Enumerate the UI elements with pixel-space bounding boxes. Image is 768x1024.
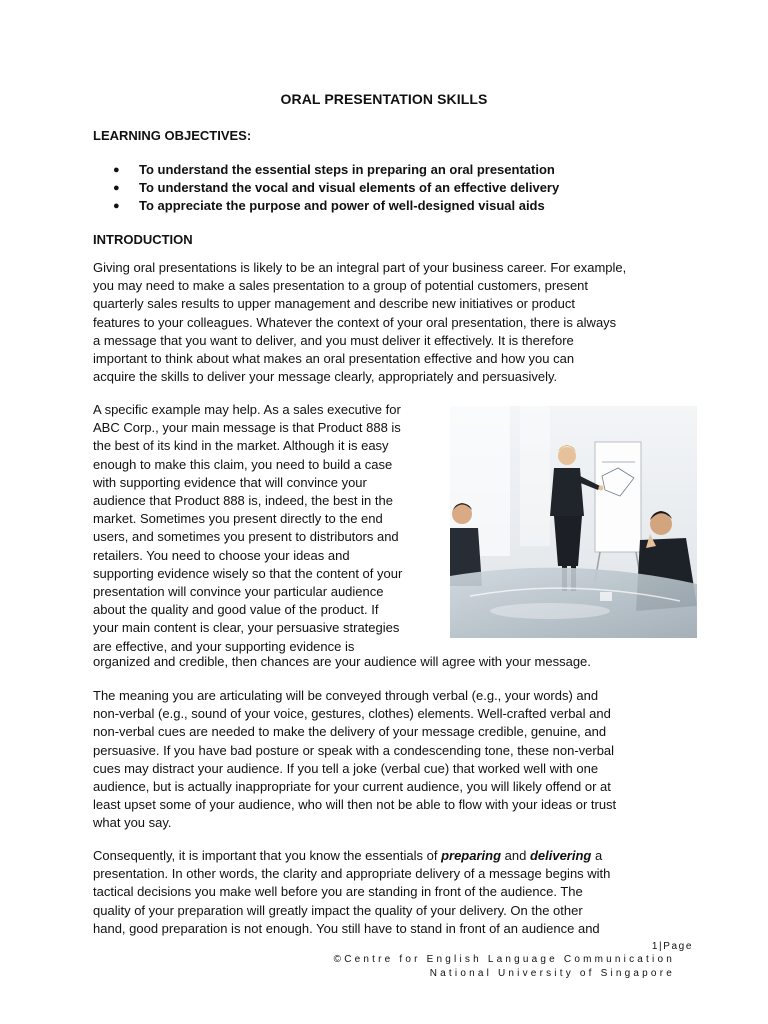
footer-copyright: ©Centre for English Language Communication	[333, 954, 675, 965]
presentation-photo	[450, 406, 697, 638]
objectives-list	[113, 161, 559, 215]
bullet-icon: ●	[113, 164, 120, 176]
paragraph-4: Consequently, it is important that you know the essentials of preparing and delivering a presentation. In other words, the clarity and appropriate delivery of a message begins with tactical decisions you make well before you are standing in front of the audience. The quality of your preparation will greatly impact the quality of your delivery. On the other hand, good preparation is not enough. You still have to stand in front of an audience and	[93, 848, 611, 936]
paragraph-1: Giving oral presentations is likely to be an integral part of your business career. For example, you may need to make a sales presentation to a group of potential customers, present quarterly sales results to upper management and describe new initiatives or product features to your colleagues. Whatever the context of your oral presentation, there is always a message that you want to deliver, and you must deliver it effectively. It is therefore important to think about what makes an oral presentation effective and how you can acquire the skills to deliver your message clearly, appropriately and persuasively.	[93, 260, 627, 385]
bullet-icon: ●	[113, 182, 120, 194]
learning-objectives-heading: LEARNING OBJECTIVES:	[93, 128, 252, 143]
list-item: ● To appreciate the purpose and power of well-designed visual aids	[113, 198, 545, 213]
page-number: 1|Page	[651, 941, 693, 952]
introduction-heading: INTRODUCTION	[93, 232, 193, 247]
paragraph-3: The meaning you are articulating will be conveyed through verbal (e.g., your words) and non-verbal (e.g., sound of your voice, gestures, clothes) elements. Well-crafted verbal and non-verbal cues are needed to make the delivery of your message credible, genuine, and persuasive. If you have bad posture or speak with a condescending tone, these non-verbal cues may distract your audience. If you tell a joke (verbal cue) that worked well with one audience, but is actually inappropriate for your current audience, you will likely offend or at least upset some of your audience, who will then not be able to flow with your ideas or trust what you say.	[93, 688, 617, 831]
document-title: ORAL PRESENTATION SKILLS	[280, 91, 488, 107]
list-item: ● To understand the essential steps in preparing an oral presentation	[113, 162, 555, 177]
paragraph-2: A specific example may help. As a sales executive for ABC Corp., your main message is that Product 888 is the best of its kind in the market. Although it is easy enough to make this claim, you need to build a case with supporting evidence that will convince your audience that Product 888 is, indeed, the best in the market. Sometimes you present directly to the end users, and sometimes you present to distributors and retailers. You need to choose your ideas and supporting evidence wisely so that the content of your presentation will convince your particular audience about the quality and good value of the product. If your main content is clear, your persuasive strategies are effective, and your supporting evidence is	[93, 402, 403, 654]
paragraph-2-last-line: organized and credible, then chances are your audience will agree with your message.	[93, 654, 591, 669]
list-item: ● To understand the vocal and visual elements of an effective delivery	[113, 180, 560, 195]
footer-institution: National University of Singapore	[429, 968, 675, 979]
bullet-icon: ●	[113, 200, 120, 212]
